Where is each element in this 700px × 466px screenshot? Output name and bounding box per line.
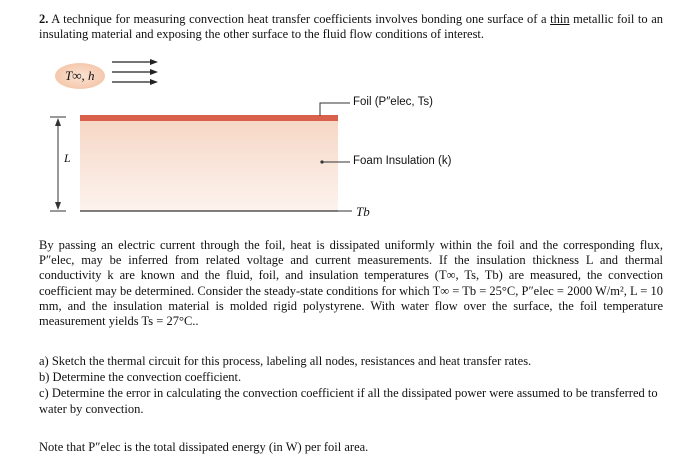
question-b: b) Determine the convection coefficient.	[39, 370, 242, 384]
foil-leader	[320, 103, 350, 116]
foam-insulation	[80, 120, 338, 211]
body-paragraph: By passing an electric current through the foil, heat is dissipated uniformly within the foil and the corresponding flux, P″elec, may be inferred from related voltage and current measurements. If the insulation thickness L and thermal conductivity k are known and the fluid, foil, and insulation temperatures (T∞, Ts, Tb) are measured, the convection coefficient may be determined. Consider the steady-state conditions for which T∞ = Tb = 25°C, P″elec = 2000 W/m², L = 10 mm, and the insulation material is molded rigid polystyrene. With water flow over the surface, the foil temperature measurement yields Ts = 27°C..	[39, 238, 663, 329]
bottom-temperature-label: Tb	[356, 204, 370, 219]
intro-underlined-word: thin	[550, 12, 570, 26]
intro-text-end: metallic foil to an insulating material and exposing the other surface to the fluid flow conditions of interest.	[39, 12, 663, 42]
question-a: a) Sketch the thermal circuit for this process, labeling all nodes, resistances and heat transfer rates.	[39, 354, 532, 368]
note: Note that P″elec is the total dissipated energy (in W) per foil area.	[39, 440, 369, 454]
problem-number: 2.	[39, 12, 49, 26]
foil-layer	[80, 115, 338, 121]
question-list	[39, 353, 663, 417]
flow-arrows	[112, 59, 158, 85]
question-c: c) Determine the error in calculating the convection coefficient if all the dissipated power were assumed to be transferred to water by convection.	[39, 386, 658, 416]
thickness-label: L	[64, 151, 71, 165]
intro-text-start: A technique for measuring convection heat transfer coefficients involves bonding one surface of a	[48, 12, 551, 26]
fluid-label: T∞, h	[65, 68, 95, 83]
foil-label: Foil (P″elec, Ts)	[353, 96, 433, 108]
foam-insulation-label: Foam Insulation (k)	[353, 155, 452, 167]
